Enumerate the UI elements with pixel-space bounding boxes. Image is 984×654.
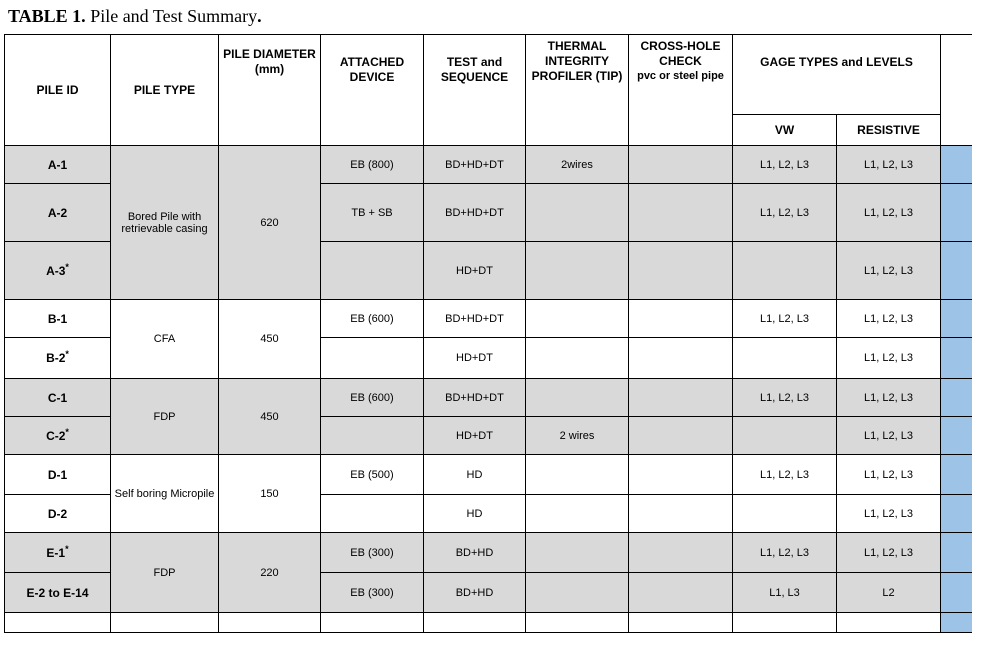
pile-id-cell: D-1 [5,455,111,495]
attached-device-cell: EB (600) [321,300,424,338]
test-sequence-cell: BD+HD+DT [424,379,526,417]
header-gage-types: GAGE TYPES and LEVELS [733,35,941,115]
test-sequence-cell: BD+HD+DT [424,146,526,184]
blue-edge-cell [941,417,972,455]
blue-edge-cell [941,379,972,417]
pile-type-cell: CFA [111,300,219,379]
resistive-cell: L1, L2, L3 [837,533,941,573]
pile-id-cell: B-1 [5,300,111,338]
vw-cell: L1, L2, L3 [733,533,837,573]
resistive-cell: L1, L2, L3 [837,300,941,338]
table-number: TABLE 1. [8,6,86,26]
tip-cell [526,379,629,417]
pile-id-cell: E-1* [5,533,111,573]
attached-device-cell: EB (800) [321,146,424,184]
pile-test-summary-table [4,34,972,633]
test-sequence-cell: HD+DT [424,242,526,300]
tip-cell [526,573,629,613]
pile-diameter-cell: 620 [219,146,321,300]
blue-edge-cell [941,300,972,338]
empty-cell [424,613,526,633]
header-pile-diameter: PILE DIAMETER (mm) [219,35,321,146]
test-sequence-cell: BD+HD+DT [424,184,526,242]
resistive-cell: L1, L2, L3 [837,455,941,495]
attached-device-cell [321,495,424,533]
header-vw: VW [733,115,837,146]
test-sequence-cell: HD [424,455,526,495]
vw-cell [733,338,837,379]
empty-cell [219,613,321,633]
header-tip: THERMAL INTEGRITY PROFILER (TIP) [526,35,629,146]
crosshole-cell [629,417,733,455]
resistive-cell: L1, L2, L3 [837,184,941,242]
vw-cell [733,495,837,533]
blue-edge-cell [941,338,972,379]
table-row [5,533,973,573]
header-crosshole-cell [629,35,733,146]
pile-type-cell: FDP [111,533,219,613]
pile-id-cell: A-1 [5,146,111,184]
crosshole-cell [629,495,733,533]
blue-edge-cell [941,455,972,495]
attached-device-cell: EB (500) [321,455,424,495]
table-row [5,300,973,338]
empty-cell [837,613,941,633]
table-caption [8,6,262,27]
crosshole-cell [629,146,733,184]
header-test-sequence: TEST and SEQUENCE [424,35,526,146]
crosshole-cell [629,338,733,379]
empty-cell [5,613,111,633]
tip-cell: 2 wires [526,417,629,455]
test-sequence-cell: BD+HD [424,533,526,573]
table-row [5,146,973,184]
crosshole-cell [629,379,733,417]
crosshole-cell [629,184,733,242]
header-pile-type: PILE TYPE [111,35,219,146]
empty-cell [526,613,629,633]
test-sequence-cell: HD [424,495,526,533]
pile-type-cell: Self boring Micropile [111,455,219,533]
header-pile-id: PILE ID [5,35,111,146]
vw-cell [733,242,837,300]
vw-cell: L1, L2, L3 [733,300,837,338]
header-blank [941,35,972,146]
tip-cell [526,495,629,533]
tip-cell [526,533,629,573]
attached-device-cell [321,417,424,455]
crosshole-cell [629,573,733,613]
tip-cell [526,300,629,338]
test-sequence-cell: HD+DT [424,417,526,455]
tip-cell: 2wires [526,146,629,184]
resistive-cell: L1, L2, L3 [837,495,941,533]
blue-edge-cell [941,573,972,613]
table-title: Pile and Test Summary [90,6,258,26]
pile-id-cell: A-3* [5,242,111,300]
table-row [5,379,973,417]
attached-device-cell [321,242,424,300]
resistive-cell: L1, L2, L3 [837,242,941,300]
empty-cell [629,613,733,633]
blue-edge-cell [941,184,972,242]
table-title-period: . [257,6,262,26]
vw-cell [733,417,837,455]
test-sequence-cell: BD+HD [424,573,526,613]
tip-cell [526,184,629,242]
blue-edge-cell [941,242,972,300]
pile-diameter-cell: 450 [219,300,321,379]
resistive-cell: L1, L2, L3 [837,379,941,417]
blue-edge-cell [941,613,972,633]
pile-diameter-cell: 150 [219,455,321,533]
tip-cell [526,455,629,495]
table-row [5,613,973,633]
empty-cell [733,613,837,633]
header-resistive: RESISTIVE [837,115,941,146]
pile-id-cell: C-2* [5,417,111,455]
header-crosshole: CROSS-HOLE CHECK [640,39,721,68]
crosshole-cell [629,242,733,300]
crosshole-cell [629,533,733,573]
blue-edge-cell [941,495,972,533]
pile-id-cell: E-2 to E-14 [5,573,111,613]
attached-device-cell: EB (600) [321,379,424,417]
resistive-cell: L1, L2, L3 [837,338,941,379]
vw-cell: L1, L2, L3 [733,184,837,242]
empty-cell [111,613,219,633]
blue-edge-cell [941,533,972,573]
pile-diameter-cell: 450 [219,379,321,455]
pile-type-cell: Bored Pile with retrievable casing [111,146,219,300]
table-row [5,455,973,495]
pile-id-cell: B-2* [5,338,111,379]
attached-device-cell: EB (300) [321,573,424,613]
empty-cell [321,613,424,633]
pile-type-cell: FDP [111,379,219,455]
header-crosshole-sub: pvc or steel pipe [637,70,724,82]
vw-cell: L1, L2, L3 [733,146,837,184]
table-container [4,34,972,654]
crosshole-cell [629,300,733,338]
resistive-cell: L1, L2, L3 [837,417,941,455]
blue-edge-cell [941,146,972,184]
test-sequence-cell: BD+HD+DT [424,300,526,338]
pile-diameter-cell: 220 [219,533,321,613]
attached-device-cell: TB + SB [321,184,424,242]
vw-cell: L1, L3 [733,573,837,613]
vw-cell: L1, L2, L3 [733,455,837,495]
attached-device-cell [321,338,424,379]
tip-cell [526,242,629,300]
header-attached-device: ATTACHED DEVICE [321,35,424,146]
attached-device-cell: EB (300) [321,533,424,573]
pile-id-cell: D-2 [5,495,111,533]
vw-cell: L1, L2, L3 [733,379,837,417]
crosshole-cell [629,455,733,495]
tip-cell [526,338,629,379]
test-sequence-cell: HD+DT [424,338,526,379]
resistive-cell: L1, L2, L3 [837,146,941,184]
resistive-cell: L2 [837,573,941,613]
pile-id-cell: A-2 [5,184,111,242]
pile-id-cell: C-1 [5,379,111,417]
